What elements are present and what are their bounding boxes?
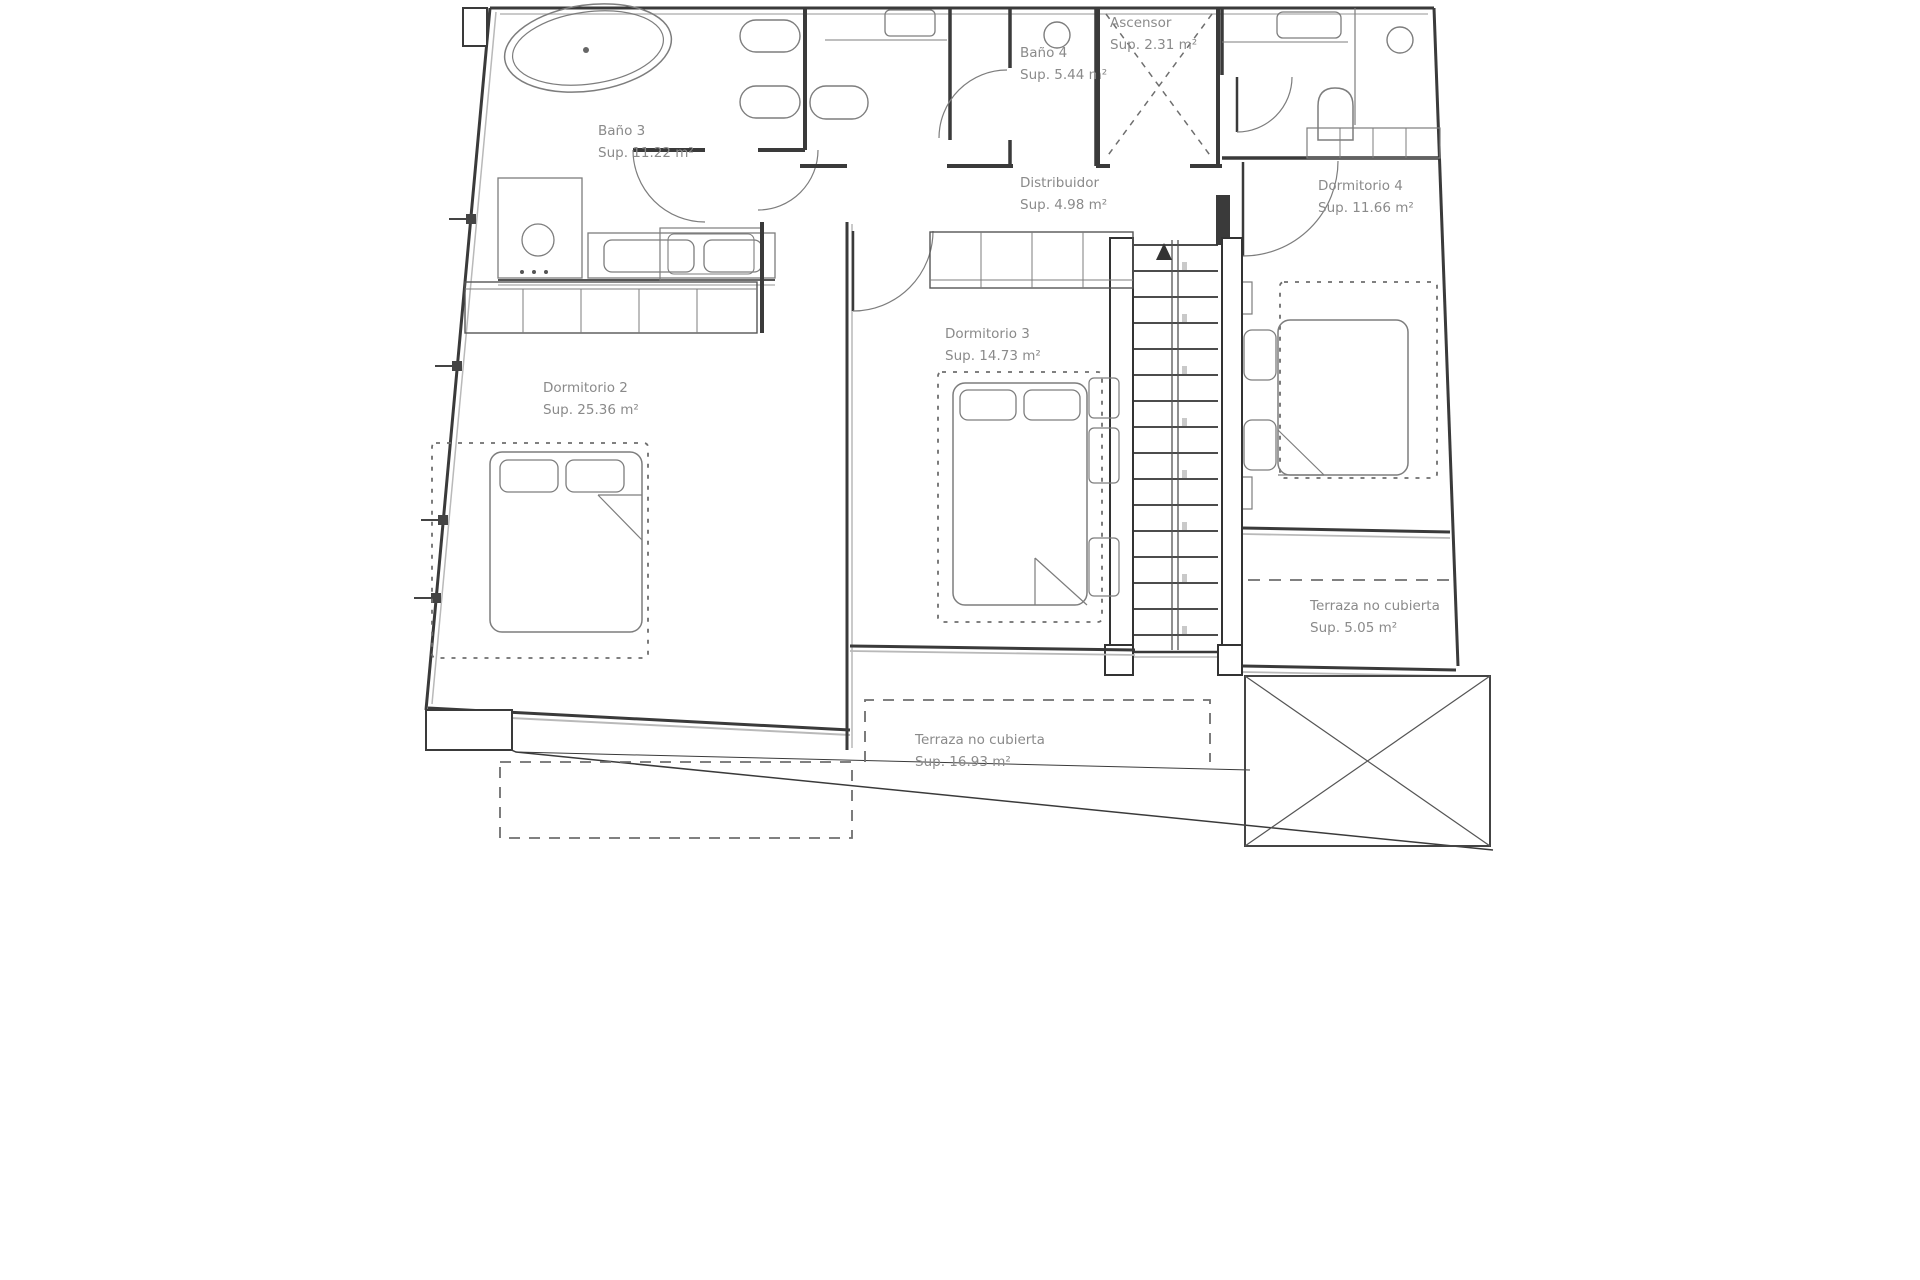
toilet-and-bidet xyxy=(740,20,800,118)
wc-room xyxy=(810,8,950,140)
right-outer-wall xyxy=(1434,8,1458,666)
terraza5-bottom-wall xyxy=(1243,666,1456,670)
toilet xyxy=(740,20,800,52)
room-area: Sup. 2.31 m² xyxy=(1110,37,1198,53)
room-label: Terraza no cubierta xyxy=(1310,598,1440,614)
landing-block xyxy=(1218,645,1242,675)
dormitorio3-room xyxy=(847,222,1135,750)
cabinet-row xyxy=(1307,128,1440,158)
pillow xyxy=(1244,420,1276,470)
elevator-cross-icon xyxy=(1106,14,1212,158)
pillow xyxy=(1024,390,1080,420)
closet xyxy=(465,282,757,333)
shower-drain xyxy=(522,224,554,256)
door-arc xyxy=(1237,77,1292,132)
terrace-dashed-rect xyxy=(500,762,852,838)
room-label: Dormitorio 3 xyxy=(945,326,1030,342)
terraza-5-room xyxy=(1243,528,1456,676)
sink xyxy=(1277,12,1341,38)
left-outer-wall xyxy=(426,8,490,710)
room-area: Sup. 5.44 m² xyxy=(1020,67,1108,83)
room-label: Baño 4 xyxy=(1020,45,1068,61)
step-number-marks xyxy=(1182,262,1187,634)
shower xyxy=(498,178,582,278)
room-area: Sup. 11.22 m² xyxy=(598,145,694,161)
distribuidor-hall xyxy=(1020,175,1107,213)
pillow xyxy=(1244,330,1276,380)
stair-right-wall xyxy=(1222,238,1242,675)
sink-right xyxy=(704,240,762,272)
dorm3-bottom-wall xyxy=(850,646,1135,650)
room-label: Ascensor xyxy=(1110,15,1172,31)
room-area: Sup. 25.36 m² xyxy=(543,402,639,418)
room-label: Distribuidor xyxy=(1020,175,1100,191)
door-arc xyxy=(853,231,933,311)
room-area: Sup. 14.73 m² xyxy=(945,348,1041,364)
blanket-fold xyxy=(1278,430,1324,475)
toilet xyxy=(810,86,868,119)
sink-left xyxy=(604,240,694,272)
bano3-room xyxy=(498,0,818,285)
closet xyxy=(930,232,1133,288)
room-label: Baño 3 xyxy=(598,123,646,139)
rug-dashed xyxy=(1280,282,1437,478)
terraza-16-room xyxy=(500,700,1210,838)
pillow xyxy=(566,460,624,492)
roof-skylight-square xyxy=(1245,676,1490,846)
dormitorio4-room xyxy=(1216,161,1437,509)
bed xyxy=(432,443,648,658)
room-area: Sup. 4.98 m² xyxy=(1020,197,1108,213)
round-sink xyxy=(1387,27,1413,53)
dormitorio2-room xyxy=(432,222,762,658)
pillow xyxy=(500,460,558,492)
pillow xyxy=(960,390,1016,420)
rug-dashed xyxy=(432,443,648,658)
bano4-walls xyxy=(1010,8,1096,166)
corner-post xyxy=(463,8,487,46)
blanket-fold xyxy=(1035,558,1087,605)
mattress xyxy=(953,383,1087,605)
staircase xyxy=(1105,238,1242,675)
ensuite-bathroom xyxy=(1222,8,1440,158)
stair-treads xyxy=(1133,245,1218,635)
bidet xyxy=(740,86,800,118)
terrace-dashed-boundary xyxy=(865,700,1210,762)
left-wall-glazing xyxy=(432,12,496,704)
room-label: Terraza no cubierta xyxy=(915,732,1045,748)
distribuidor-door-arc xyxy=(758,150,818,210)
ascensor-room xyxy=(1096,8,1222,166)
room-area: Sup. 5.05 m² xyxy=(1310,620,1398,636)
bathtub xyxy=(499,0,677,102)
corner-foundation-block xyxy=(426,710,512,750)
roof-diagonals xyxy=(1245,676,1490,846)
toilet xyxy=(1318,88,1353,140)
room-area: Sup. 16.93 m² xyxy=(915,754,1011,770)
room-area: Sup. 11.66 m² xyxy=(1318,200,1414,216)
stair-stringers xyxy=(1172,240,1178,650)
room-label: Dormitorio 2 xyxy=(543,380,628,396)
terraza5-top-wall xyxy=(1243,528,1450,532)
mattress xyxy=(1278,320,1408,475)
room-label: Dormitorio 4 xyxy=(1318,178,1403,194)
bathtub-drain xyxy=(583,47,589,53)
bed xyxy=(1222,282,1437,509)
blanket-fold xyxy=(598,495,642,540)
vanity-double-sink xyxy=(498,233,775,285)
rug-dashed xyxy=(938,372,1102,622)
bed xyxy=(938,372,1119,622)
stair-left-wall xyxy=(1110,238,1133,658)
site-boundary-line-2 xyxy=(516,752,1250,770)
bano4-room xyxy=(800,8,1107,166)
